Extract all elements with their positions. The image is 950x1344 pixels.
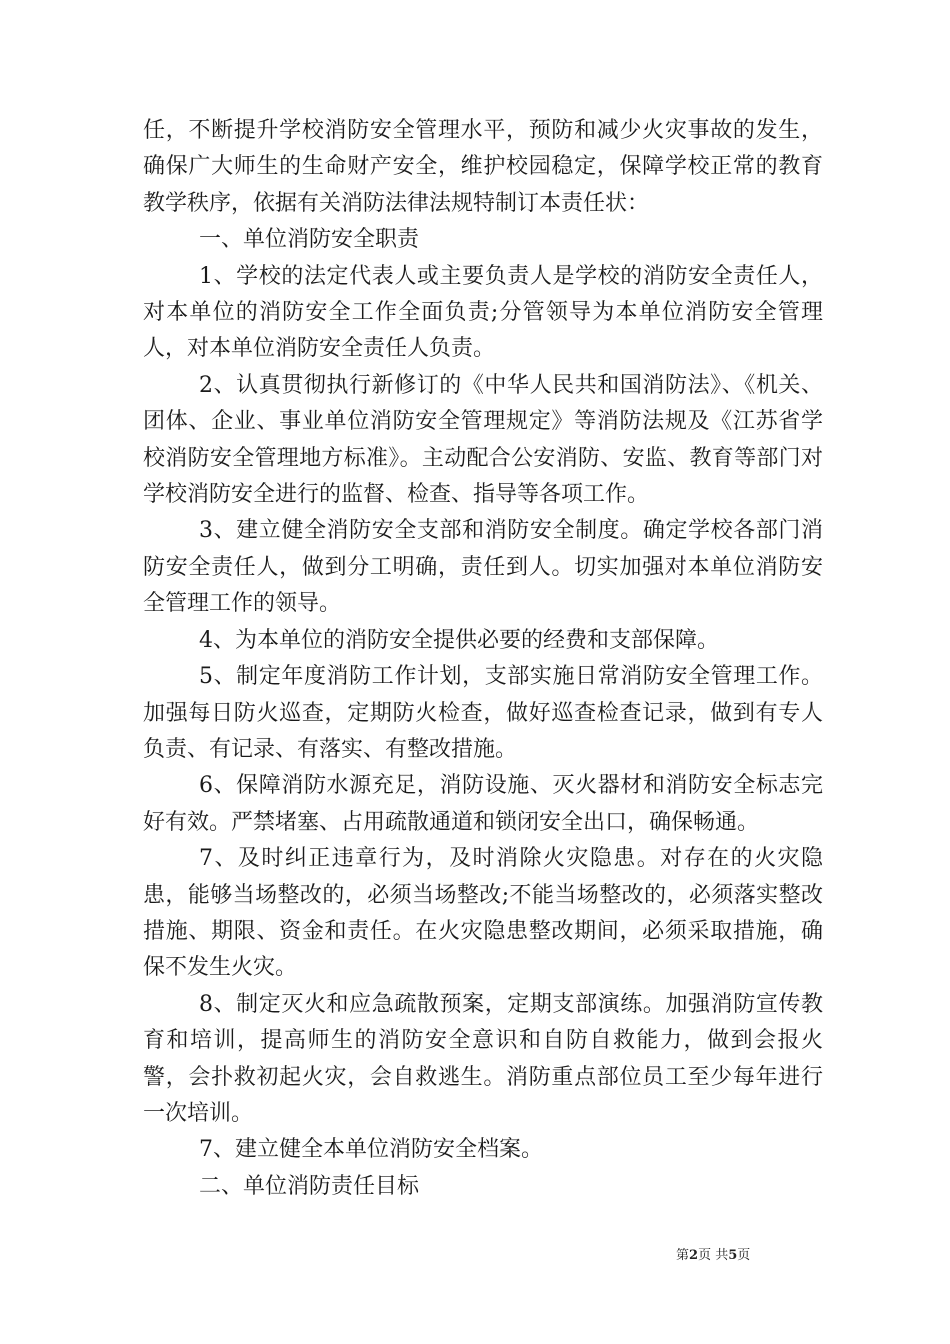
paragraph-item-5: 5、制定年度消防工作计划，支部实施日常消防安全管理工作。加强每日防火巡查，定期防火检查，做好巡查检查记录，做到有专人负责、有记录、有落实、有整改措施。 xyxy=(143,664,823,762)
total-pages-number: 5 xyxy=(728,1248,738,1263)
current-page-number: 2 xyxy=(689,1248,699,1263)
paragraph-item-6: 6、保障消防水源充足，消防设施、灭火器材和消防安全标志完好有效。严禁堵塞、占用疏散通道和锁闭安全出口，确保畅通。 xyxy=(143,773,823,835)
paragraph-intro: 任，不断提升学校消防安全管理水平，预防和减少火灾事故的发生，确保广大师生的生命财产安全，维护校园稳定，保障学校正常的教育教学秩序，依据有关消防法律法规特制订本责任状： xyxy=(143,118,823,216)
section-heading-2: 二、单位消防责任目标 xyxy=(199,1173,420,1199)
page-number-footer xyxy=(676,1247,816,1265)
paragraph-item-2: 2、认真贯彻执行新修订的《中华人民共和国消防法》、《机关、团体、企业、事业单位消防安全管理规定》等消防法规及《江苏省学校消防安全管理地方标准》。主动配合公安消防、安监、教育等部门对学校消防安全进行的监督、检查、指导等各项工作。 xyxy=(143,372,823,508)
paragraph-item-7b: 7、建立健全本单位消防安全档案。 xyxy=(199,1137,543,1163)
paragraph-item-8: 8、制定灭火和应急疏散预案，定期支部演练。加强消防宣传教育和培训，提高师生的消防安全意识和自防自救能力，做到会报火警，会扑救初起火灾，会自救逃生。消防重点部位员工至少每年进行一次培训。 xyxy=(143,991,823,1126)
document-body xyxy=(143,113,823,1205)
footer-suffix: 页 xyxy=(737,1248,751,1263)
paragraph-item-7: 7、及时纠正违章行为，及时消除火灾隐患。对存在的火灾隐患，能够当场整改的，必须当场整改;不能当场整改的，必须落实整改措施、期限、资金和责任。在火灾隐患整改期间，必须采取措施，确保不发生火灾。 xyxy=(143,846,823,981)
section-heading-1: 一、单位消防安全职责 xyxy=(199,227,420,253)
footer-middle: 页 共 xyxy=(698,1248,729,1263)
paragraph-item-3: 3、建立健全消防安全支部和消防安全制度。确定学校各部门消防安全责任人，做到分工明确，责任到人。切实加强对本单位消防安全管理工作的领导。 xyxy=(143,518,823,617)
paragraph-item-1: 1、学校的法定代表人或主要负责人是学校的消防安全责任人，对本单位的消防安全工作全面负责;分管领导为本单位消防安全管理人，对本单位消防安全责任人负责。 xyxy=(143,263,823,362)
footer-prefix: 第 xyxy=(676,1248,690,1263)
paragraph-item-4: 4、为本单位的消防安全提供必要的经费和支部保障。 xyxy=(199,627,719,653)
